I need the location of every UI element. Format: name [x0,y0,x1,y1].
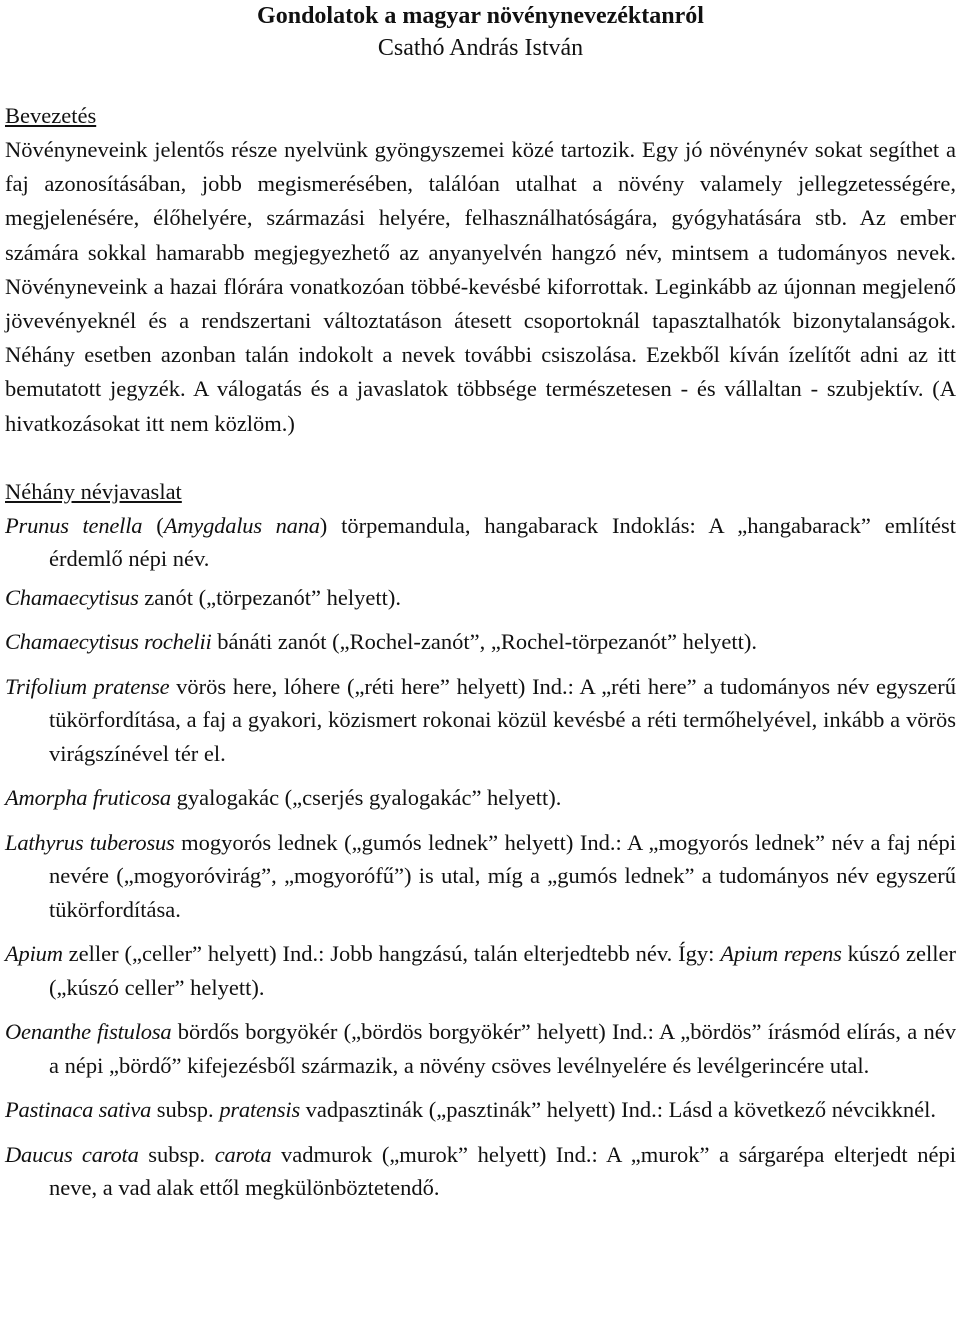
intro-paragraph: Növényneveink jelentős része nyelvünk gyöngyszemei közé tartozik. Egy jó növénynév sokat segíthet a faj azonosításában, jobb megismerésében, találóan utalhat a növény valamely jellegzetességére, megjelenésére, élőhelyére, származási helyére, felhasználhatóságára, gyógyhatására stb. Az ember számára sokkal hamarabb megjegyezhető az anyanyelvén hangzó név, mintsem a tudományos nevek. Növényneveink a hazai flórára vonatkozóan többé-kevésbé kiforrottak. Leginkább az újonnan megjelenő jövevényeknél és a rendszertani változtatáson átesett csoportoknál tapasztalhatók bizonytalanságok. Néhány esetben azonban talán indokolt a nevek további csiszolása. Ezekből kíván ízelítőt adni az itt bemutatott jegyzék. A válogatás és a javaslatok többsége természetesen - és vállaltan - szubjektív. (A hivatkozásokat itt nem közlöm.) [5,137,956,436]
entry-text: vörös here, lóhere („réti here” helyett) Ind.: A „réti here” a tudományos név egyszerű tükörfordítása, a faj a gyakori, közismert rokonai közül kevésbé a réti termőhelyével, inkább a vörös virágszínével tér el. [49,673,957,766]
entry-text: bördős borgyökér („bördös borgyökér” helyett) Ind.: A „bördös” írásmód elírás, a név a népi „bördő” kifejezésből származik, a növény csöves levélnyelére és levélgerincére utal. [49,1019,957,1078]
section-heading-intro: Bevezetés [5,103,97,128]
entry-text: ( [142,512,164,538]
entry-daucus-carota [5,1138,956,1205]
scientific-name: Trifolium pratense [5,673,170,699]
entry-text: ) törpemandula, hangabarack Indoklás: A „hangabarack” említést érdemlő népi név. [49,512,957,572]
scientific-name: Chamaecytisus [5,584,139,610]
scientific-name: Apium [5,941,63,967]
section-heading-proposals: Néhány névjavaslat [5,478,182,504]
scientific-name: Chamaecytisus rochelii [5,629,212,655]
scientific-name: Lathyrus tuberosus [5,829,175,855]
entry-chamaecytisus [5,581,956,615]
entry-prunus-tenella [5,509,956,576]
entry-text: vadmurok („murok” helyett) Ind.: A „murok” a sárgarépa elterjedt népi neve, a vad alak ettől megkülönböztetendő. [49,1141,956,1201]
entry-lathyrus-tuberosus [5,826,956,927]
scientific-name: Amorpha fruticosa [5,785,171,811]
scientific-name: carota [214,1141,272,1167]
entry-text: kúszó zeller („kúszó celler” helyett). [49,941,957,1000]
entry-text: mogyorós lednek („gumós lednek” helyett) Ind.: A „mogyorós lednek” név a faj népi nevére („mogyoróvirág”, „mogyorófű”) is utal, míg a „gumós lednek” a tudományos név egyszerű tükörfordítása. [49,829,956,922]
author-name: Csathó András István [377,35,584,61]
scientific-name: Prunus tenella [5,512,143,538]
entry-apium [5,937,956,1004]
entry-trifolium-pratense [5,670,956,771]
entry-text: subsp. [138,1141,215,1167]
entry-text: zanót („törpezanót” helyett). [138,584,402,610]
entry-chamaecytisus-rochelii [5,625,956,659]
scientific-name: Amygdalus nana [163,512,320,538]
scientific-name: Oenanthe fistulosa [5,1019,172,1045]
scientific-name: Daucus carota [5,1141,139,1167]
scientific-name: Apium repens [720,941,842,967]
entry-text: subsp. [151,1097,220,1123]
entry-oenanthe-fistulosa [5,1015,956,1082]
entry-text: gyalogakác („cserjés gyalogakác” helyett). [170,785,562,811]
entry-text: zeller („celler” helyett) Ind.: Jobb hangzású, talán elterjedtebb név. Így: [62,941,721,967]
scientific-name: pratensis [219,1097,301,1123]
document-title: Gondolatok a magyar növénynevezéktanról [257,3,704,29]
entry-amorpha-fruticosa [5,781,956,815]
scientific-name: Pastinaca sativa [5,1097,152,1123]
entry-text: bánáti zanót („Rochel-zanót”, „Rochel-törpezanót” helyett). [211,629,757,655]
entry-text: vadpasztinák („pasztinák” helyett) Ind.: Lásd a következő névcikknél. [300,1097,937,1123]
entry-pastinaca-sativa [5,1093,956,1127]
